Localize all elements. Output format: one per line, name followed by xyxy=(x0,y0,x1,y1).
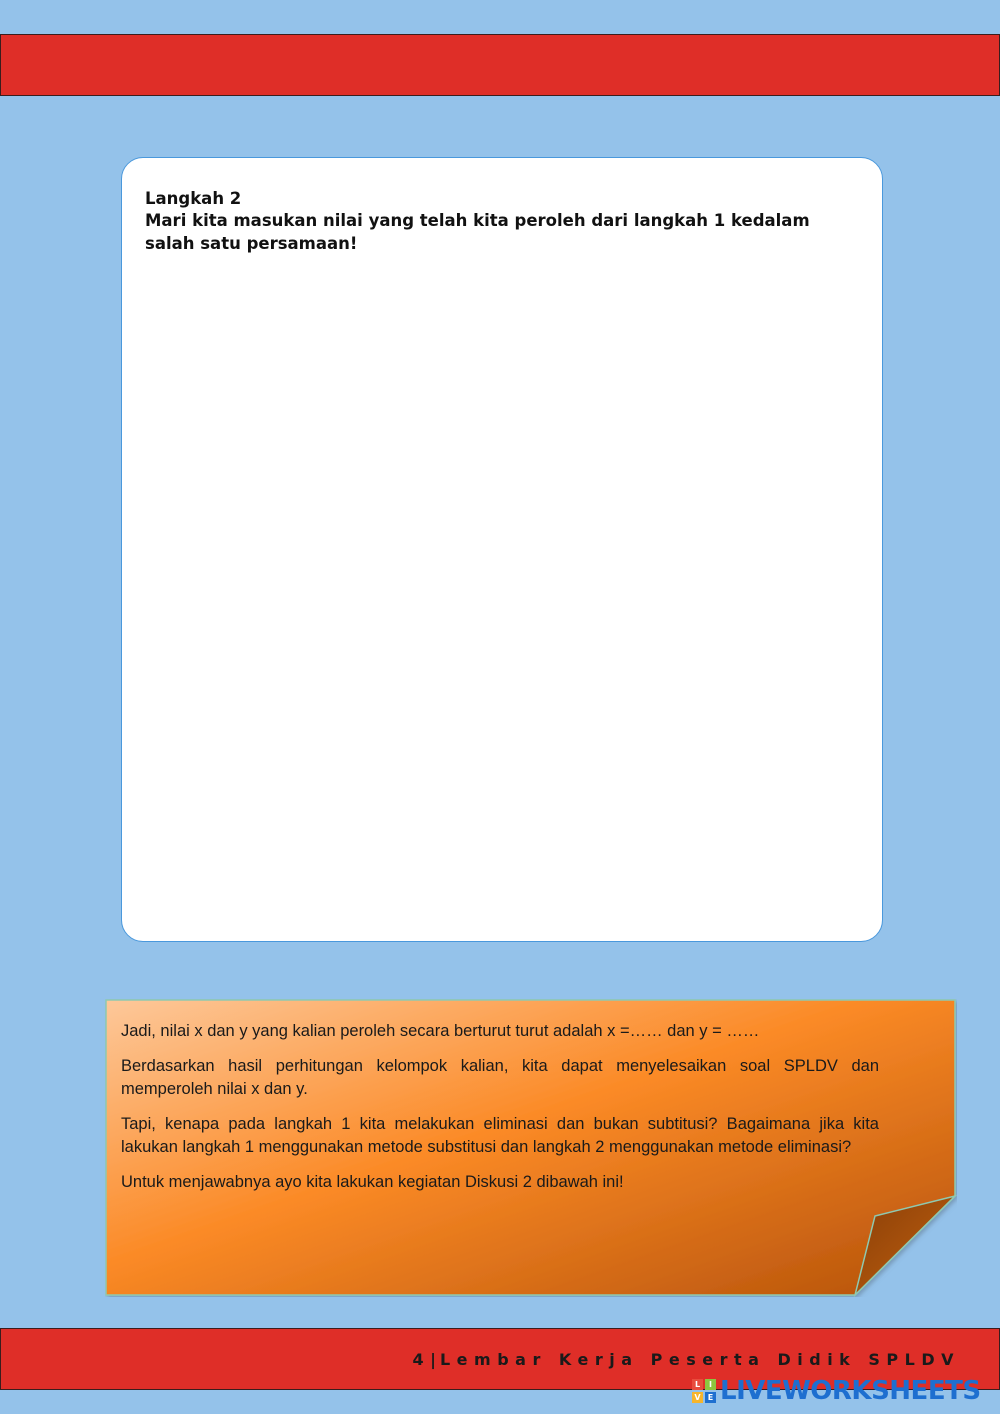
footer-caption xyxy=(412,1350,960,1369)
step-title: Langkah 2 xyxy=(145,189,242,208)
summary-note-card xyxy=(105,999,957,1297)
footer-title: Lembar Kerja Peserta Didik SPLDV xyxy=(439,1350,960,1369)
note-text xyxy=(121,1020,879,1206)
liveworksheets-brand[interactable] xyxy=(692,1376,981,1406)
brand-name: LIVEWORKSHEETS xyxy=(720,1376,981,1406)
page-number: 4 xyxy=(412,1350,431,1369)
note-paragraph: Berdasarkan hasil perhitungan kelompok kalian, kita dapat menyelesaikan soal SPLDV dan memperoleh nilai x dan y. xyxy=(121,1057,879,1098)
note-paragraph: Untuk menjawabnya ayo kita lakukan kegiatan Diskusi 2 dibawah ini! xyxy=(121,1173,624,1191)
step-instruction: Mari kita masukan nilai yang telah kita peroleh dari langkah 1 kedalam salah satu persamaan! xyxy=(145,211,810,253)
note-paragraph: Tapi, kenapa pada langkah 1 kita melakukan eliminasi dan bukan subtitusi? Bagaimana jika kita lakukan langkah 1 menggunakan metode substitusi dan langkah 2 menggunakan metode eliminasi? xyxy=(121,1115,879,1156)
footer-separator: | xyxy=(430,1350,440,1369)
answer-workspace[interactable] xyxy=(121,157,883,942)
liveworksheets-logo-icon: L I V E xyxy=(692,1379,716,1403)
note-paragraph: Jadi, nilai x dan y yang kalian peroleh secara berturut turut adalah x =…… dan y = …… xyxy=(121,1022,760,1040)
header-band xyxy=(0,34,1000,96)
